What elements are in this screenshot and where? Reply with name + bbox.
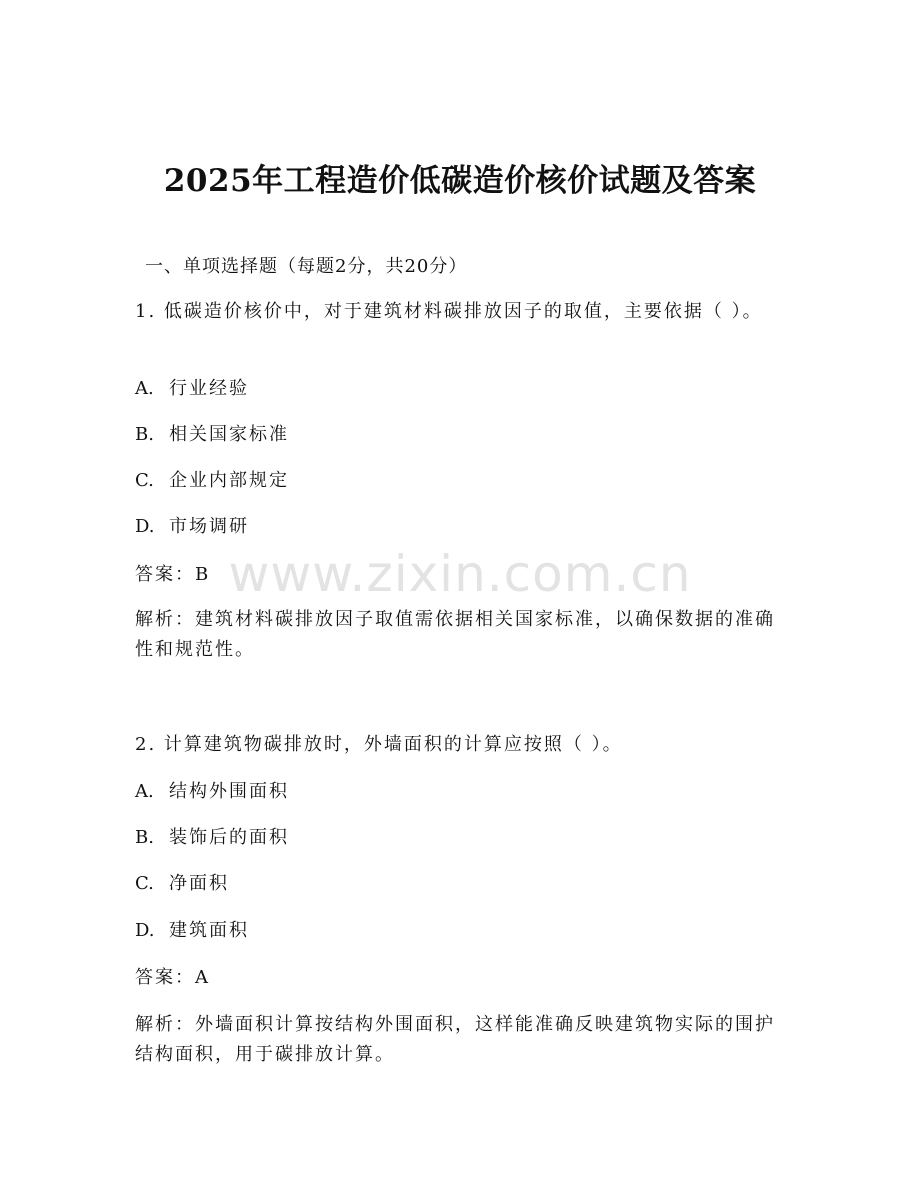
- question-2-option-d: [135, 916, 249, 946]
- option-text: 净面积: [169, 873, 229, 894]
- question-1-stem: 1. 低碳造价核价中，对于建筑材料碳排放因子的取值，主要依据（ ）。: [135, 301, 763, 322]
- question-2-stem: 2. 计算建筑物碳排放时，外墙面积的计算应按照（ ）。: [135, 734, 623, 755]
- option-letter: D.: [135, 516, 155, 537]
- page-title: 2025年工程造价低碳造价核价试题及答案: [163, 163, 757, 199]
- option-letter: A.: [135, 781, 154, 802]
- section-heading: 一、单项选择题（每题2分，共20分）: [145, 256, 468, 277]
- question-2-answer: 答案：A: [135, 967, 210, 988]
- question-1-option-d: [135, 512, 249, 542]
- option-text: 建筑面积: [169, 920, 249, 941]
- question-1-option-a: [135, 374, 249, 404]
- question-1-analysis: 解析：建筑材料碳排放因子取值需依据相关国家标准，以确保数据的准确性和规范性。: [135, 609, 775, 660]
- question-1-answer: 答案：B: [135, 564, 211, 585]
- question-1-option-c: [135, 466, 289, 496]
- option-letter: A.: [135, 378, 154, 399]
- option-letter: B.: [135, 827, 154, 848]
- option-letter: B.: [135, 424, 154, 445]
- question-2-option-b: [135, 823, 289, 853]
- option-text: 行业经验: [169, 378, 249, 399]
- option-letter: C.: [135, 873, 154, 894]
- option-text: 企业内部规定: [169, 470, 289, 491]
- option-text: 市场调研: [169, 516, 249, 537]
- question-2-option-c: [135, 869, 229, 899]
- question-1-option-b: [135, 420, 289, 450]
- option-text: 装饰后的面积: [169, 827, 289, 848]
- question-2-analysis: 解析：外墙面积计算按结构外围面积，这样能准确反映建筑物实际的围护结构面积，用于碳排放计算。: [135, 1014, 775, 1065]
- option-text: 结构外围面积: [169, 781, 289, 802]
- question-2-option-a: [135, 777, 289, 807]
- option-letter: D.: [135, 920, 155, 941]
- watermark: www.zixin.com.cn: [228, 545, 692, 603]
- option-letter: C.: [135, 470, 154, 491]
- option-text: 相关国家标准: [169, 424, 289, 445]
